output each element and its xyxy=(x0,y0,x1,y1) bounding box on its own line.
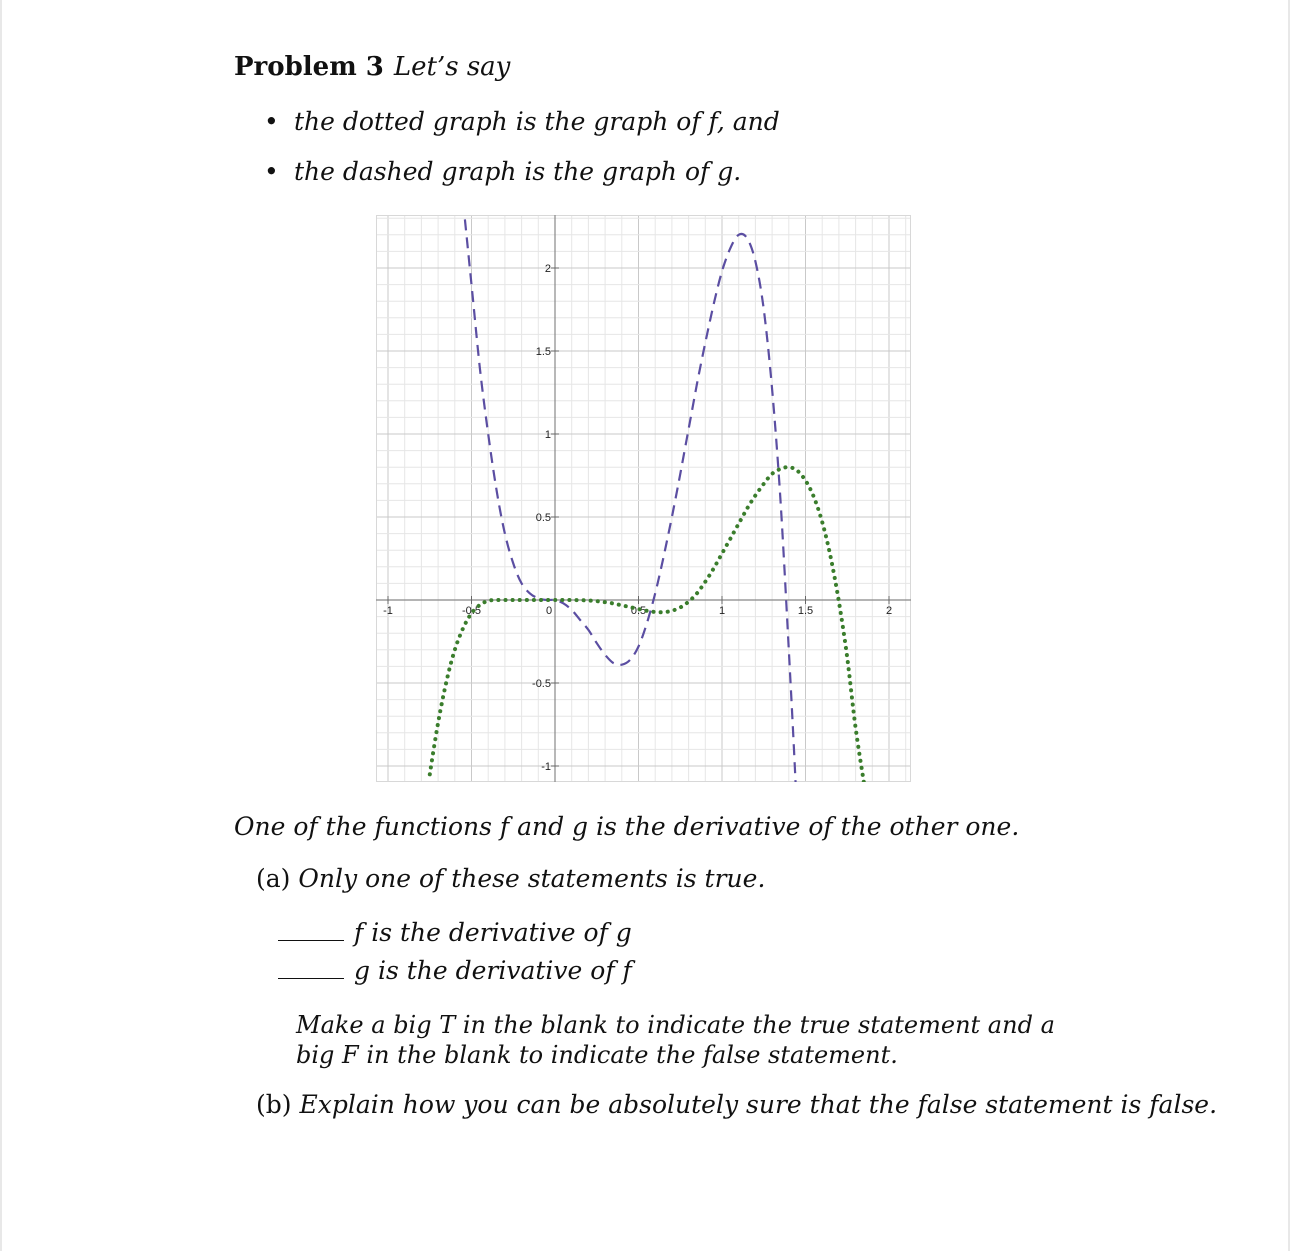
x-tick-label: 2 xyxy=(885,605,893,617)
grid xyxy=(376,215,911,782)
y-tick-label: 1 xyxy=(544,429,551,441)
bullet-icon: • xyxy=(264,107,279,136)
statement-row-1 xyxy=(278,918,632,947)
statement-2: g is the derivative of f xyxy=(354,956,632,985)
statement-1: f is the derivative of g xyxy=(354,918,632,947)
part-b-label: (b) xyxy=(256,1090,292,1119)
list-item xyxy=(264,104,780,154)
problem-lead-in: Let’s say xyxy=(393,52,511,82)
statement-row-2 xyxy=(278,956,632,985)
axes xyxy=(376,215,911,782)
x-tick-label: -1 xyxy=(383,605,393,617)
problem-heading xyxy=(234,52,510,82)
y-tick-label: -0.5 xyxy=(532,678,551,690)
x-tick-label: 0.5 xyxy=(630,605,647,617)
answer-blank-1[interactable] xyxy=(278,922,344,941)
plot-frame xyxy=(377,216,911,782)
part-a-label: (a) xyxy=(256,864,291,893)
part-b-text: Explain how you can be absolutely sure that the false statement is false. xyxy=(299,1090,1218,1119)
y-tick-label: -1 xyxy=(541,761,551,773)
definition-list xyxy=(264,104,780,204)
list-item xyxy=(264,154,780,204)
x-tick-label: 1 xyxy=(718,605,726,617)
bullet-text-g: the dashed graph is the graph of g. xyxy=(294,157,742,186)
x-tick-label: 1.5 xyxy=(797,605,814,617)
answer-blank-2[interactable] xyxy=(278,960,344,979)
y-tick-label: 2 xyxy=(544,263,551,275)
part-a-text: Only one of these statements is true. xyxy=(298,864,766,893)
problem-number: Problem 3 xyxy=(234,52,384,82)
bullet-text-f: the dotted graph is the graph of f, and xyxy=(294,107,780,136)
part-b xyxy=(256,1090,1217,1119)
tick-labels xyxy=(383,263,892,773)
page-border-left xyxy=(0,0,2,1251)
y-tick-label: 1.5 xyxy=(535,346,551,358)
x-tick-label: -0.5 xyxy=(462,605,481,617)
dashed-curve-g xyxy=(463,215,822,782)
y-tick-label: 0.5 xyxy=(535,512,551,524)
instruction-text: Make a big T in the blank to indicate the true statement and a big F in the blank to indicate the false statement. xyxy=(296,1011,1055,1069)
function-graph xyxy=(376,215,911,782)
bullet-icon: • xyxy=(264,157,279,186)
x-tick-label: 0 xyxy=(545,605,553,617)
part-a xyxy=(256,864,765,893)
question-intro: One of the functions f and g is the derivative of the other one. xyxy=(234,812,1020,841)
